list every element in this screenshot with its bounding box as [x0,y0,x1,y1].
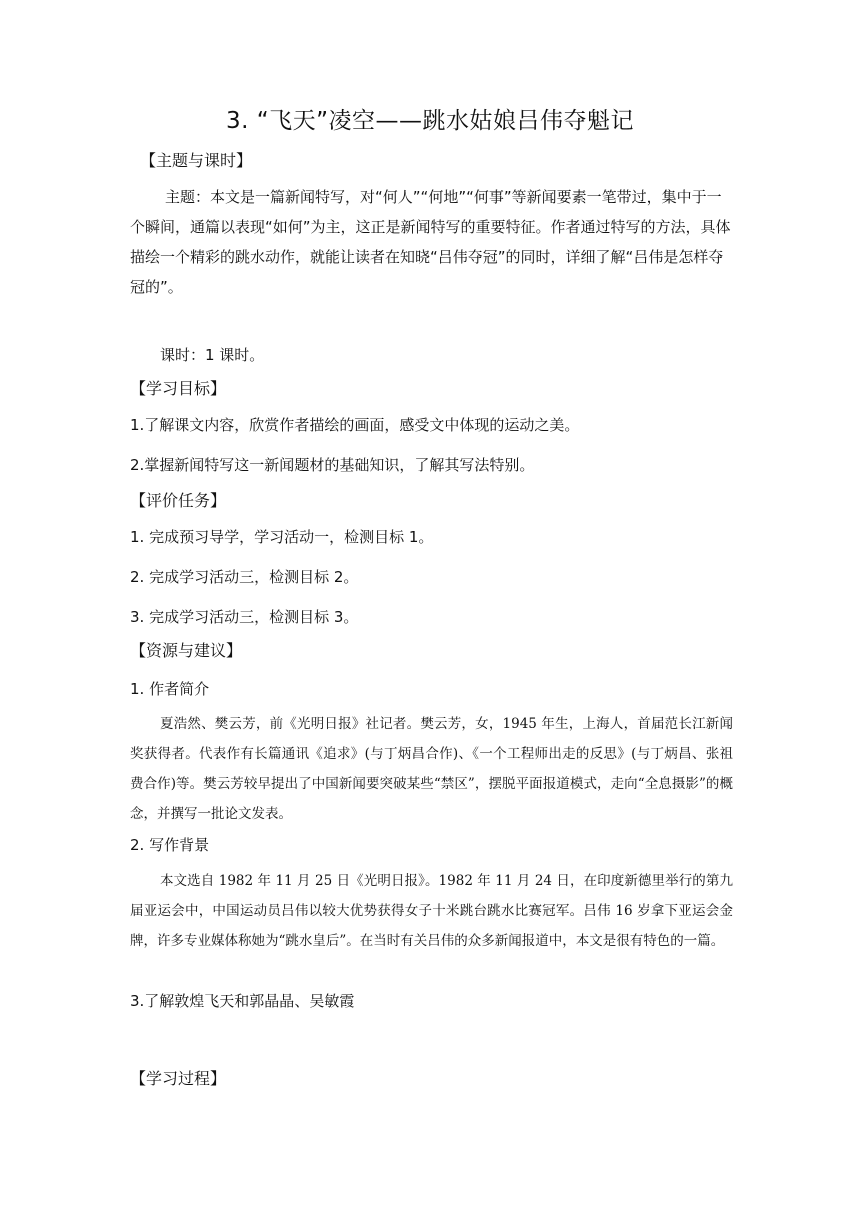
theme-paragraph [130,182,733,302]
background-heading [130,832,733,858]
document-title: 3. “飞天”凌空——跳水姑娘吕伟夺魁记 [225,108,635,134]
section-heading: 【评价任务】 [130,491,227,510]
author-text: 夏浩然、樊云芳，前《光明日报》社记者。樊云芳，女，1945 年生，上海人，首届范长江新闻奖获得者。代表作有长篇通讯《追求》(与丁炳昌合作)、《一个工程师出走的反思》(与丁炳昌、张祖费合作)等。樊云芳较早提出了中国新闻要突破某些“禁区”，摆脱平面报道模式，走向“全息摄影”的概念，并撰写一批论文发表。 [130,716,733,822]
process-heading [130,1066,733,1092]
task-item: 3. 完成学习活动三，检测目标 3。 [130,608,359,626]
subsection-heading: 2. 写作背景 [130,836,210,854]
theme-text: 主题：本文是一篇新闻特写，对“何人”“何地”“何事”等新闻要素一笔带过，集中于一个瞬间，通篇以表现“如何”为主，这正是新闻特写的重要特征。作者通过特写的方法，具体描绘一个精彩的跳水动作，就能让读者在知晓“吕伟夺冠”的同时，详细了解“吕伟是怎样夺冠的”。 [130,188,731,296]
section-heading: 【学习目标】 [130,379,227,398]
tasks-heading [130,488,733,514]
hours-paragraph [130,340,733,370]
theme-heading [130,148,733,174]
background-text: 本文选自 1982 年 11 月 25 日《光明日报》。1982 年 11 月 24 日，在印度新德里举行的第九届亚运会中，中国运动员吕伟以较大优势获得女子十米跳台跳水比赛冠军。吕伟 16 岁拿下亚运会金牌，许多专业媒体称她为“跳水皇后”。在当时有关吕伟的众多新闻报道中，本文是很有特色的一篇。 [130,873,733,949]
section-heading: 【资源与建议】 [130,641,243,660]
author-heading [130,676,733,702]
subsection-heading: 3.了解敦煌飞天和郭晶晶、吴敏霞 [130,992,355,1010]
tasks-list [130,524,733,630]
hours-text: 课时：1 课时。 [160,346,265,364]
section-heading: 【主题与课时】 [140,151,253,170]
section-heading: 【学习过程】 [130,1069,227,1088]
goals-list [130,412,733,478]
goal-item: 2.掌握新闻特写这一新闻题材的基础知识，了解其写法特别。 [130,456,535,474]
dunhuang-heading [130,988,733,1014]
task-item: 2. 完成学习活动三，检测目标 2。 [130,568,359,586]
goals-heading [130,376,733,402]
background-paragraph [130,866,733,956]
resources-heading [130,638,733,664]
author-paragraph [130,709,733,829]
goal-item: 1.了解课文内容，欣赏作者描绘的画面，感受文中体现的运动之美。 [130,416,580,434]
task-item: 1. 完成预习导学，学习活动一，检测目标 1。 [130,528,434,546]
subsection-heading: 1. 作者简介 [130,680,210,698]
